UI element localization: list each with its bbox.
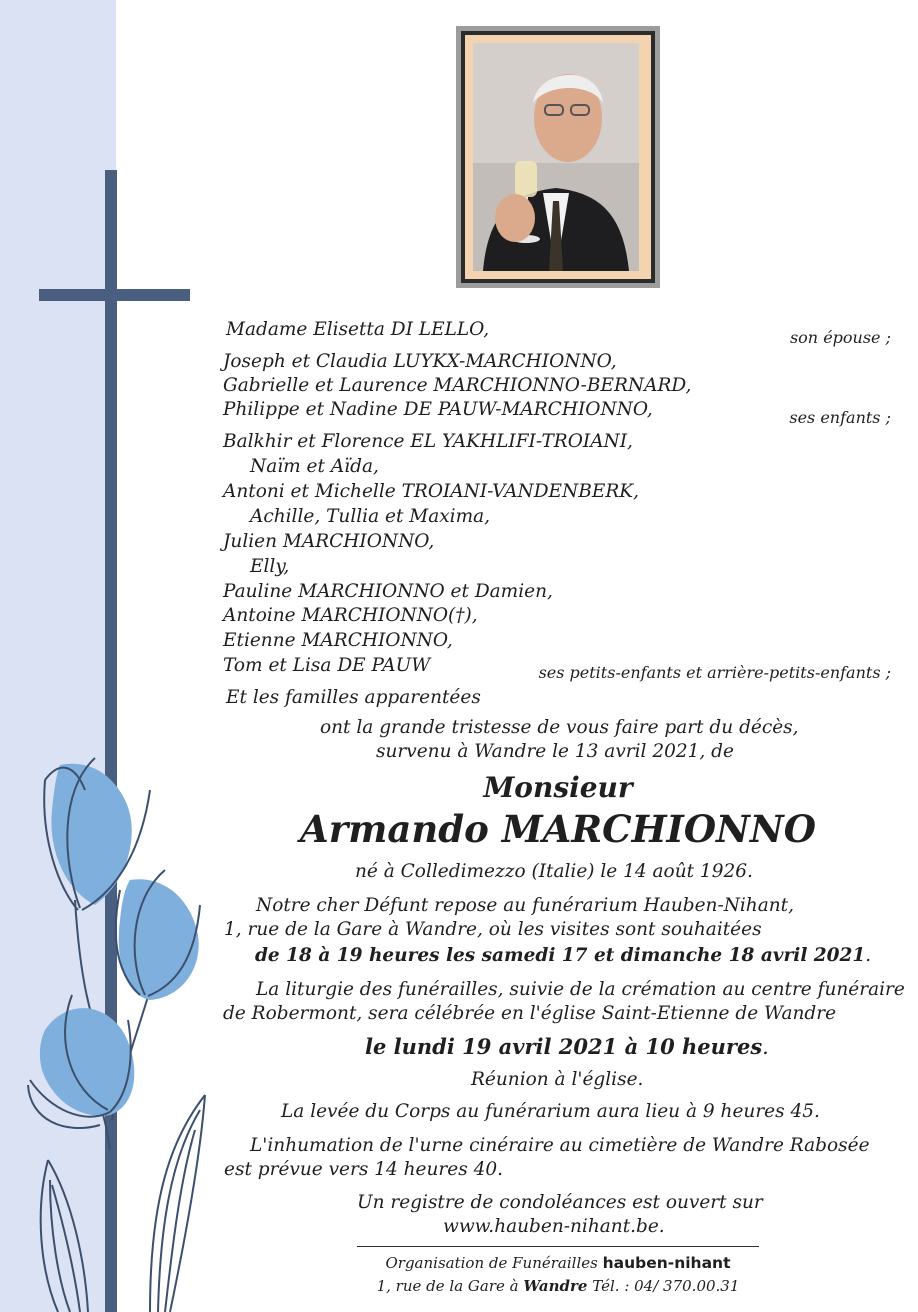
portrait-photo — [456, 26, 660, 288]
grandchildren-role: ses petits-enfants et arrière-petits-enfants ; — [538, 663, 891, 682]
floral-cross-decoration — [0, 0, 230, 1312]
footer-divider — [357, 1246, 759, 1247]
announcement-line: survenu à Wandre le 13 avril 2021, de — [376, 741, 734, 762]
grandchild-line: Naïm et Aïda, — [250, 456, 379, 477]
footer-org-label: Organisation de Funérailles — [385, 1254, 598, 1272]
grandchild-line: Antoni et Michelle TROIANI-VANDENBERK, — [223, 481, 639, 502]
liturgy-line: La liturgie des funérailles, suivie de la crémation au centre funéraire — [256, 979, 905, 1000]
liturgy-line: de Robermont, sera célébrée en l'église Saint-Etienne de Wandre — [223, 1003, 837, 1024]
children-role: ses enfants ; — [789, 408, 891, 427]
meeting-line: Réunion à l'église. — [471, 1069, 644, 1090]
child-line: Gabrielle et Laurence MARCHIONNO-BERNARD, — [223, 375, 692, 396]
grandchild-line: Etienne MARCHIONNO, — [223, 630, 453, 651]
child-line: Philippe et Nadine DE PAUW-MARCHIONNO, — [223, 399, 653, 420]
visits-period: . — [865, 945, 872, 966]
relatives-line: Et les familles apparentées — [226, 687, 481, 708]
inhumation-line: est prévue vers 14 heures 40. — [224, 1159, 503, 1180]
ceremony-date-period: . — [762, 1035, 769, 1059]
deceased-name: Armando MARCHIONNO — [300, 807, 816, 851]
footer-address-prefix: 1, rue de la Gare à — [376, 1277, 519, 1295]
cross-icon — [39, 170, 190, 1312]
footer-phone: Tél. : 04/ 370.00.31 — [592, 1277, 740, 1295]
birth-line: né à Colledimezzo (Italie) le 14 août 1926. — [355, 861, 753, 882]
visits-line — [255, 944, 871, 968]
spouse-role: son épouse ; — [789, 328, 891, 347]
grandchild-line: Tom et Lisa DE PAUW — [223, 655, 431, 676]
child-line: Joseph et Claudia LUYKX-MARCHIONNO, — [223, 351, 617, 372]
grandchild-line: Elly, — [250, 556, 290, 577]
levee-line: La levée du Corps au funérarium aura lieu à 9 heures 45. — [281, 1101, 820, 1122]
rest-line: Notre cher Défunt repose au funérarium Hauben-Nihant, — [256, 895, 794, 916]
register-line: Un registre de condoléances est ouvert sur — [357, 1192, 763, 1213]
ceremony-date: le lundi 19 avril 2021 à 10 heures — [365, 1034, 763, 1059]
grandchild-line: Achille, Tullia et Maxima, — [250, 506, 491, 527]
visits-text: de 18 à 19 heures les samedi 17 et dimanche 18 avril 2021 — [255, 945, 866, 966]
portrait-image-icon — [473, 43, 639, 271]
grandchild-line: Balkhir et Florence EL YAKHLIFI-TROIANI, — [223, 431, 633, 452]
spouse-name: Madame Elisetta DI LELLO, — [226, 319, 490, 340]
grandchild-line: Antoine MARCHIONNO(†), — [223, 605, 478, 626]
brand-logo: hauben-nihant — [602, 1254, 731, 1272]
deceased-title: Monsieur — [483, 771, 633, 804]
footer-organisation — [340, 1253, 776, 1273]
announcement-line: ont la grande tristesse de vous faire part du décès, — [320, 717, 799, 738]
ceremony-date-line — [365, 1033, 769, 1061]
inhumation-line: L'inhumation de l'urne cinéraire au cimetière de Wandre Rabosée — [250, 1135, 870, 1156]
register-link[interactable]: www.hauben-nihant.be. — [443, 1216, 665, 1237]
rest-line: 1, rue de la Gare à Wandre, où les visites sont souhaitées — [224, 919, 762, 940]
grandchild-line: Julien MARCHIONNO, — [223, 531, 435, 552]
footer-address — [340, 1276, 776, 1296]
grandchild-line: Pauline MARCHIONNO et Damien, — [223, 581, 553, 602]
footer-address-city: Wandre — [523, 1277, 588, 1295]
